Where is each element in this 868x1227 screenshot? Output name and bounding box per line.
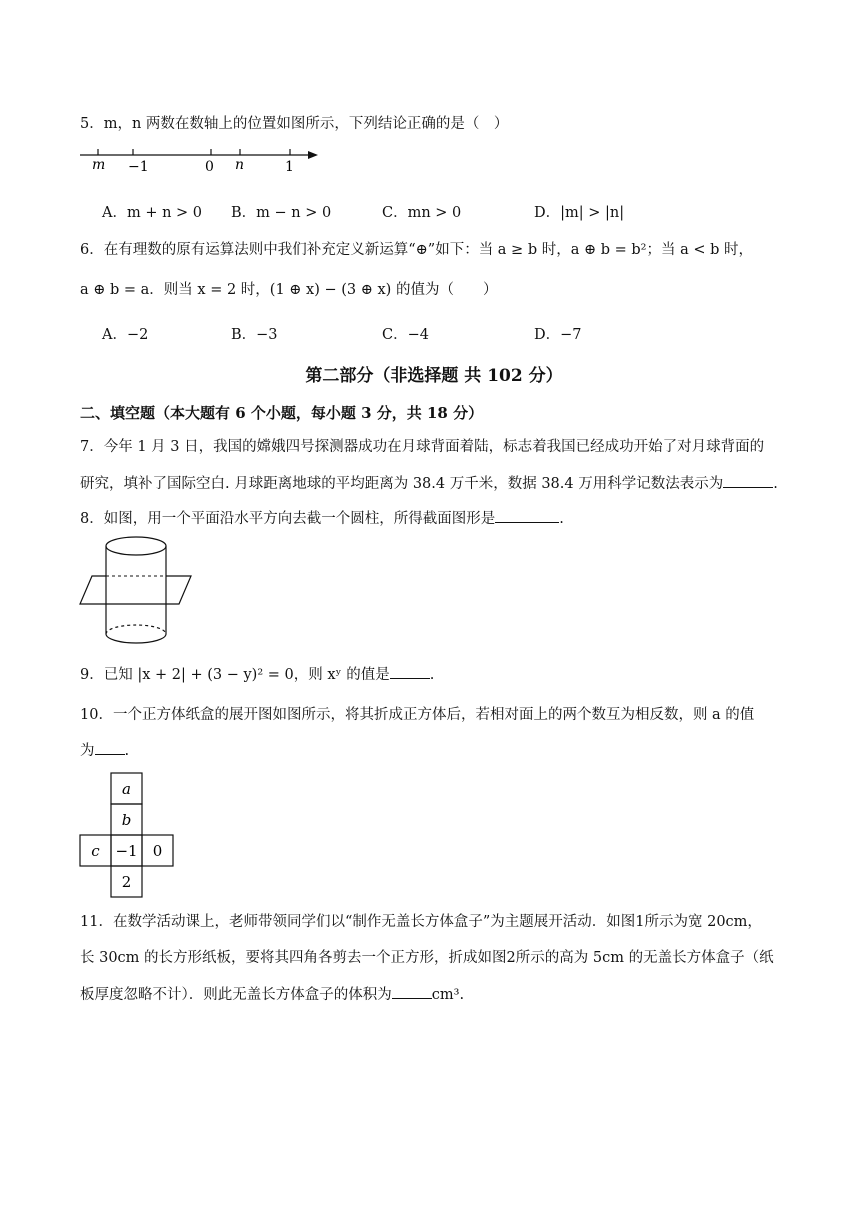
q7-end: . [773,476,778,492]
cylinder-bottom-front [106,634,166,643]
q7-line1: 7．今年 1 月 3 日，我国的嫦娥四号探测器成功在月球背面着陆，标志着我国已经成功开始了对月球背面的 [80,439,765,455]
label-zero: 0 [205,159,214,175]
cube-label-zero: 0 [152,842,163,860]
q6-option-d[interactable]: D．−7 [534,327,582,343]
cube-label-c: c [91,842,100,860]
q9-answer-blank[interactable] [390,664,430,679]
cube-label-b: b [121,811,132,829]
q11-end: . [459,987,465,1003]
label-m: m [92,157,106,173]
q6-option-a[interactable]: A．−2 [102,327,149,343]
q10-line2-text: 为 [80,743,95,759]
q6-line1: 6．在有理数的原有运算法则中我们补充定义新运算“⊕”如下：当 a ≥ b 时，a ⊕ b = b²；当 a < b 时， [80,242,753,258]
q5-option-a[interactable]: A．m + n > 0 [102,205,203,221]
q10-line1: 10．一个正方体纸盒的展开图如图所示，将其折成正方体后，若相对面上的两个数互为相反数，则 a 的值 [80,707,755,723]
number-line-arrow [308,151,318,159]
q11-line3-text: 板厚度忽略不计）．则此无盖长方体盒子的体积为 [80,987,392,1003]
q8-stem: 8．如图，用一个平面沿水平方向去截一个圆柱，所得截面图形是 [80,511,496,527]
cube-label-minus-one: −1 [115,842,138,860]
cube-label-two: 2 [121,873,132,891]
plane-right-part [166,576,191,604]
cube-net-figure [78,770,180,900]
label-one: 1 [285,159,294,175]
q11-line3 [80,984,464,1005]
q9-end: . [429,667,435,683]
q6-option-c[interactable]: C．−4 [382,327,429,343]
cylinder-top-ellipse [106,537,166,555]
q5-option-d[interactable]: D．|m| > |n| [534,205,625,221]
q10-end: . [124,743,130,759]
q11-unit: cm³ [431,987,460,1003]
q6-line2: a ⊕ b = a．则当 x = 2 时，(1 ⊕ x) − (3 ⊕ x) 的值为（ ） [80,282,498,298]
plane-left-part [80,576,106,604]
q8-answer-blank[interactable] [495,508,559,523]
q11-line2: 长 30cm 的长方形纸板，要将其四角各剪去一个正方形，折成如图2所示的高为 5cm 的无盖长方体盒子（纸 [80,950,774,966]
cube-label-a: a [122,780,131,798]
number-line-figure [78,145,328,177]
label-n: n [235,157,245,173]
q8-stem-line [80,508,564,529]
cylinder-bottom-back [106,625,166,634]
q6-option-b[interactable]: B．−3 [231,327,278,343]
q9-stem-line [80,664,434,685]
q10-line2 [80,740,129,761]
q10-answer-blank[interactable] [95,740,125,755]
q5-option-b[interactable]: B．m − n > 0 [231,205,332,221]
q11-answer-blank[interactable] [392,984,432,999]
label-minus-one: −1 [128,159,149,175]
q5-option-c[interactable]: C．mn > 0 [382,205,462,221]
section2-title: 二、填空题（本大题有 6 个小题，每小题 3 分，共 18 分） [80,404,484,422]
cylinder-figure [78,532,196,650]
q9-stem: 9．已知 |x + 2| + (3 − y)² = 0，则 xʸ 的值是 [80,667,390,683]
q7-line2-text: 研究，填补了国际空白. 月球距离地球的平均距离为 38.4 万千米，数据 38.4 万用科学记数法表示为 [80,476,724,492]
q7-answer-blank[interactable] [723,473,773,488]
part2-title: 第二部分（非选择题 共 102 分） [305,366,563,386]
q7-line2 [80,473,778,494]
q8-end: . [559,511,564,527]
q11-line1: 11．在数学活动课上，老师带领同学们以“制作无盖长方体盒子”为主题展开活动．如图1所示为宽 20cm， [80,914,762,930]
q5-stem: 5．m，n 两数在数轴上的位置如图所示，下列结论正确的是（ ） [80,116,509,132]
